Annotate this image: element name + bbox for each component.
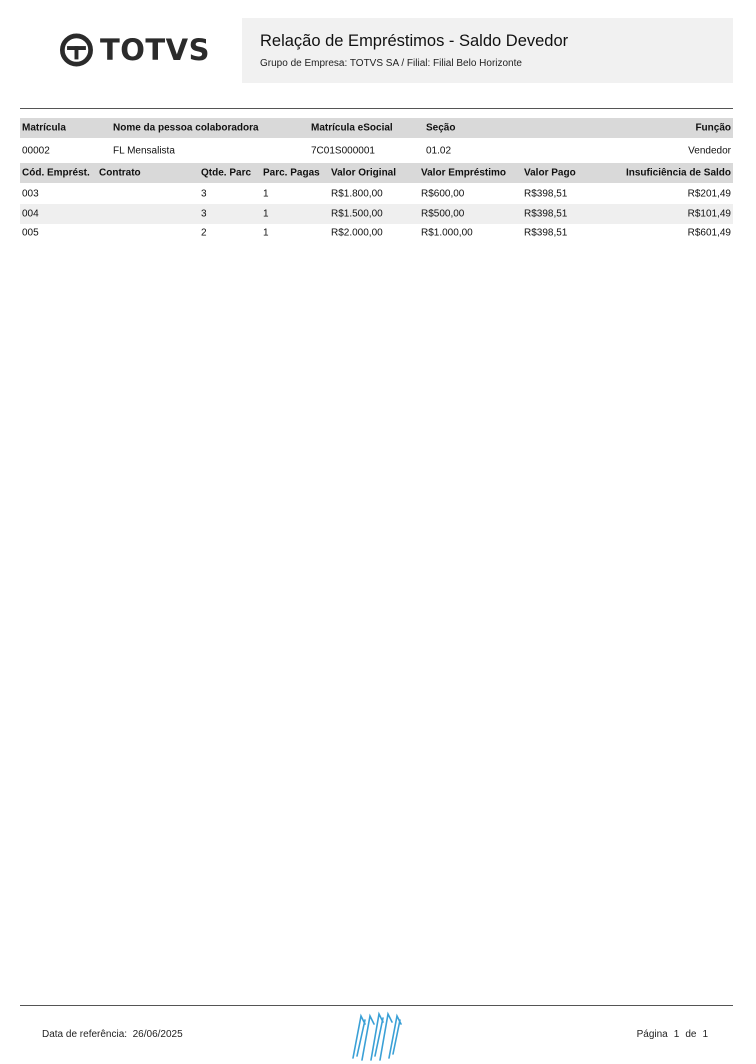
totvs-watermark-icon	[348, 1010, 406, 1062]
page-indicator	[637, 1029, 708, 1040]
loan-valor-pago: R$398,51	[524, 227, 568, 239]
loan-cod: 004	[22, 208, 39, 220]
loan-qtde-parc: 2	[201, 227, 207, 239]
loan-insuficiencia: R$601,49	[687, 227, 731, 239]
employee-funcao: Vendedor	[688, 145, 731, 157]
employee-matricula-esocial: 7C01S000001	[311, 145, 375, 157]
col-header-funcao: Função	[695, 122, 731, 134]
reference-date-label: Data de referência:	[42, 1029, 128, 1040]
employee-secao: 01.02	[426, 145, 452, 157]
col-header-parc-pagas: Parc. Pagas	[263, 167, 320, 179]
col-header-valor-pago: Valor Pago	[524, 167, 576, 179]
logo-wordmark: TOTVS	[99, 32, 210, 67]
col-header-contrato: Contrato	[99, 167, 141, 179]
report-subtitle: Grupo de Empresa: TOTVS SA / Filial: Filial Belo Horizonte	[260, 58, 522, 69]
reference-date	[42, 1029, 183, 1040]
loan-valor-original: R$1.500,00	[331, 208, 383, 220]
loan-parc-pagas: 1	[263, 208, 269, 220]
loan-valor-pago: R$398,51	[524, 188, 568, 200]
loans-header-row	[20, 163, 733, 183]
loan-parc-pagas: 1	[263, 227, 269, 239]
header-divider	[20, 108, 733, 109]
totvs-logo	[60, 27, 210, 73]
loan-valor-pago: R$398,51	[524, 208, 568, 220]
footer-divider	[20, 1005, 733, 1006]
page-label: Página	[636, 1029, 668, 1040]
col-header-valor-emprestimo: Valor Empréstimo	[421, 167, 507, 179]
col-header-qtde-parc: Qtde. Parc	[201, 167, 252, 179]
totvs-logo-icon	[60, 29, 93, 71]
page-separator: de	[685, 1029, 697, 1040]
col-header-matricula: Matrícula	[22, 122, 66, 134]
loan-qtde-parc: 3	[201, 188, 207, 200]
col-header-insuficiencia: Insuficiência de Saldo	[625, 167, 731, 179]
report-title: Relação de Empréstimos - Saldo Devedor	[260, 32, 569, 50]
loan-parc-pagas: 1	[263, 188, 269, 200]
loan-valor-original: R$2.000,00	[331, 227, 383, 239]
loan-cod: 005	[22, 227, 39, 239]
loan-valor-emprestimo: R$600,00	[421, 188, 465, 200]
report-title-box	[242, 18, 733, 83]
table-row	[20, 184, 733, 204]
col-header-matricula-esocial: Matrícula eSocial	[311, 122, 393, 134]
loan-insuficiencia: R$101,49	[687, 208, 731, 220]
loan-qtde-parc: 3	[201, 208, 207, 220]
loan-valor-original: R$1.800,00	[331, 188, 383, 200]
loan-cod: 003	[22, 188, 39, 200]
page-current: 1	[673, 1029, 680, 1040]
table-row	[20, 204, 733, 224]
employee-matricula: 00002	[22, 145, 50, 157]
page-total: 1	[702, 1029, 708, 1040]
col-header-secao: Seção	[426, 122, 456, 134]
employee-row	[20, 141, 733, 161]
loan-valor-emprestimo: R$1.000,00	[421, 227, 473, 239]
reference-date-value: 26/06/2025	[132, 1029, 183, 1040]
col-header-cod-emprest: Cód. Emprést.	[22, 167, 90, 179]
employee-nome: FL Mensalista	[113, 145, 175, 157]
loan-insuficiencia: R$201,49	[687, 188, 731, 200]
loan-valor-emprestimo: R$500,00	[421, 208, 465, 220]
col-header-nome: Nome da pessoa colaboradora	[113, 122, 259, 134]
table-row	[20, 223, 733, 243]
col-header-valor-original: Valor Original	[331, 167, 397, 179]
employee-header-row	[20, 118, 733, 138]
